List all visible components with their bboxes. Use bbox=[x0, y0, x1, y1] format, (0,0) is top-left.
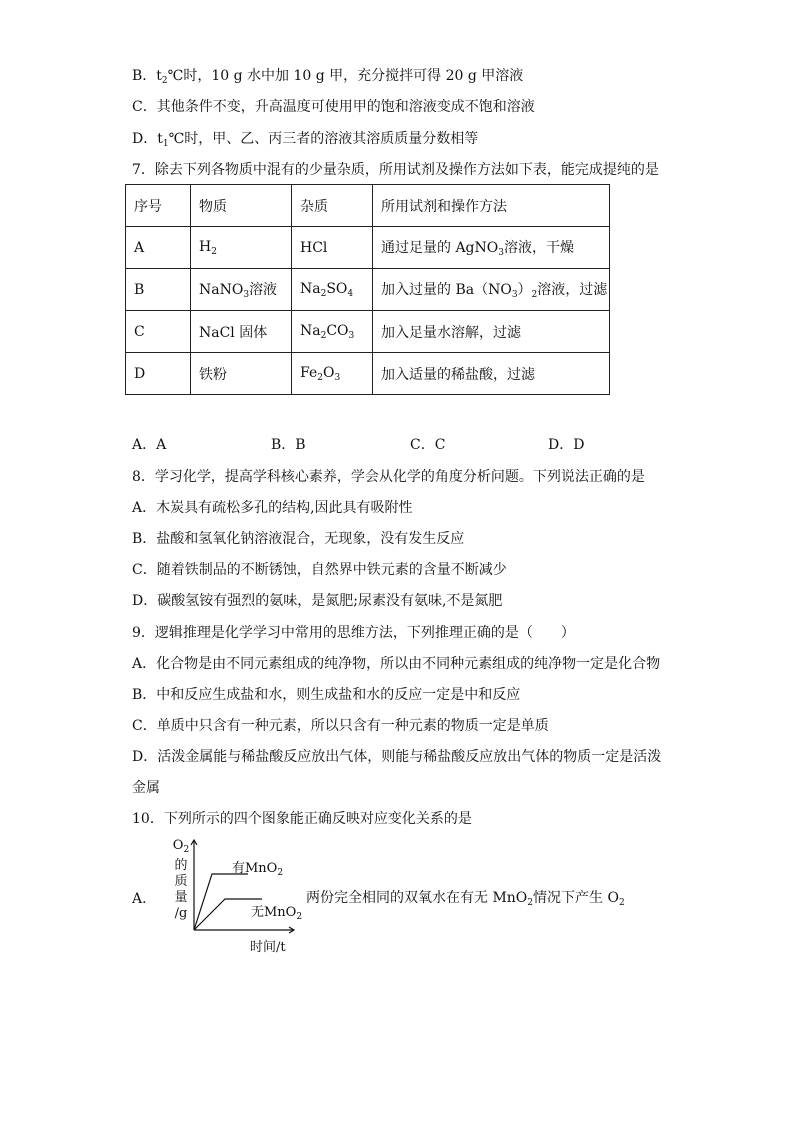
header-cell: 杂质 bbox=[292, 185, 373, 227]
row-method: 加入足量水溶解，过滤 bbox=[373, 311, 610, 353]
curve-label-without-mno2: 无MnO$_2$ bbox=[251, 905, 303, 922]
graph-y-axis-label: $O_2$ 的 质 量 /g bbox=[172, 838, 190, 921]
q10-stem: 10．下列所示的四个图象能正确反映对应变化关系的是 bbox=[132, 811, 472, 827]
q10-option-a-label[interactable]: A． bbox=[132, 891, 157, 907]
q7-options bbox=[132, 434, 612, 454]
table-row bbox=[126, 311, 610, 353]
curve-label-with-mno2: 有MnO$_2$ bbox=[232, 861, 284, 878]
row-method: 加入适量的稀盐酸，过滤 bbox=[373, 353, 610, 395]
table-row bbox=[126, 227, 610, 269]
q7-option-a[interactable]: A．A bbox=[132, 437, 167, 453]
row-impurity: $Na_2SO_4$ bbox=[292, 269, 373, 311]
row-id: C bbox=[126, 311, 191, 353]
q9-option-c[interactable]: C．单质中只含有一种元素，所以只含有一种元素的物质一定是单质 bbox=[132, 718, 549, 734]
q9-stem: 9．逻辑推理是化学学习中常用的思维方法，下列推理正确的是（ ） bbox=[132, 625, 575, 641]
q9-option-b[interactable]: B．中和反应生成盐和水，则生成盐和水的反应一定是中和反应 bbox=[132, 687, 521, 703]
row-impurity: $Na_2CO_3$ bbox=[292, 311, 373, 353]
q8-option-c[interactable]: C．随着铁制品的不断锈蚀，自然界中铁元素的含量不断减少 bbox=[132, 562, 507, 578]
q7-option-c[interactable]: C．C bbox=[410, 437, 446, 453]
row-method: 通过足量的 AgNO$_3$溶液，干燥 bbox=[373, 227, 610, 269]
row-substance: $H_2$ bbox=[191, 227, 292, 269]
table-row bbox=[126, 269, 610, 311]
graph-x-axis-label: 时间/t bbox=[250, 940, 286, 955]
q9-option-d-continued: 金属 bbox=[132, 780, 160, 796]
q7-table bbox=[125, 184, 610, 395]
header-cell: 物质 bbox=[191, 185, 292, 227]
row-impurity: HCl bbox=[292, 227, 373, 269]
row-id: D bbox=[126, 353, 191, 395]
row-substance: NaCl 固体 bbox=[191, 311, 292, 353]
row-id: A bbox=[126, 227, 191, 269]
row-id: B bbox=[126, 269, 191, 311]
header-cell: 所用试剂和操作方法 bbox=[373, 185, 610, 227]
q8-option-a[interactable]: A．木炭具有疏松多孔的结构,因此具有吸附性 bbox=[132, 500, 413, 516]
row-substance: 铁粉 bbox=[191, 353, 292, 395]
q8-stem: 8．学习化学，提高学科核心素养，学会从化学的角度分析问题。下列说法正确的是 bbox=[132, 469, 645, 485]
q7-option-b[interactable]: B．B bbox=[271, 437, 306, 453]
q9-option-a[interactable]: A．化合物是由不同元素组成的纯净物，所以由不同种元素组成的纯净物一定是化合物 bbox=[132, 656, 661, 672]
q8-option-d[interactable]: D．碳酸氢铵有强烈的氨味，是氮肥;尿素没有氨味,不是氮肥 bbox=[132, 593, 503, 609]
table-header-row bbox=[126, 185, 610, 227]
table-row bbox=[126, 353, 610, 395]
q6-option-b: B．$t_2℃$时，10 g 水中加 10 g 甲，充分搅拌可得 20 g 甲溶液 bbox=[132, 68, 524, 86]
q9-option-d[interactable]: D．活泼金属能与稀盐酸反应放出气体，则能与稀盐酸反应放出气体的物质一定是活泼 bbox=[132, 749, 662, 765]
q6-option-d: D．$t_1℃$时，甲、乙、丙三者的溶液其溶质质量分数相等 bbox=[132, 131, 479, 149]
row-substance: NaNO$_3$溶液 bbox=[191, 269, 292, 311]
row-impurity: $Fe_2O_3$ bbox=[292, 353, 373, 395]
q7-option-d[interactable]: D．D bbox=[548, 437, 585, 453]
row-method: 加入过量的 $Ba(NO_3)_2$溶液，过滤 bbox=[373, 269, 610, 311]
q7-stem: 7．除去下列各物质中混有的少量杂质，所用试剂及操作方法如下表，能完成提纯的是 bbox=[132, 162, 659, 178]
q8-option-b[interactable]: B．盐酸和氢氧化钠溶液混合，无现象，没有发生反应 bbox=[132, 531, 465, 547]
q6-option-c: C．其他条件不变，升高温度可使用甲的饱和溶液变成不饱和溶液 bbox=[132, 99, 535, 115]
header-cell: 序号 bbox=[126, 185, 191, 227]
q10-option-a-description: 两份完全相同的双氧水在有无 MnO$_2$情况下产生 $O_2$ bbox=[306, 890, 625, 908]
